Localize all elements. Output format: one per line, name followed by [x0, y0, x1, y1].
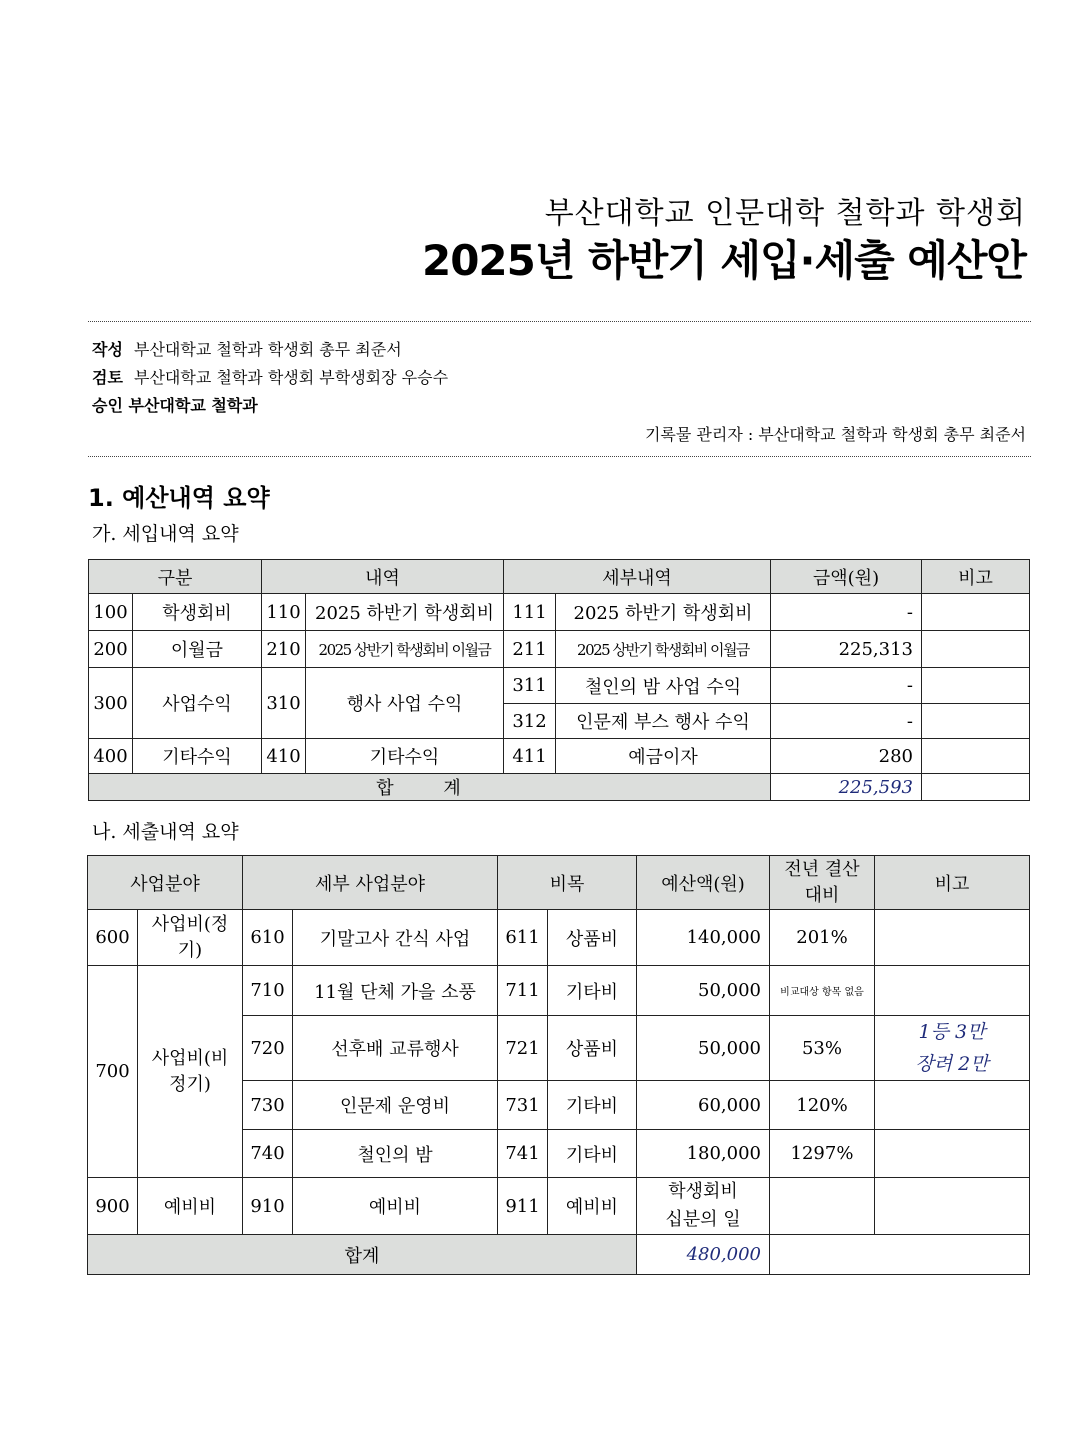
- row-sub-code: 730: [243, 1081, 293, 1130]
- expense-total-label: 합계: [88, 1235, 637, 1275]
- row-sub-code: 710: [243, 966, 293, 1016]
- row-amount: -: [771, 668, 922, 704]
- row-detail-code: 311: [504, 668, 556, 704]
- row-note: [875, 1130, 1030, 1178]
- row-ratio: 201%: [770, 910, 875, 966]
- income-total-amount: 225,593: [771, 774, 922, 801]
- row-item: 기타비: [548, 1130, 637, 1178]
- income-total-label: 합 계: [89, 774, 771, 801]
- row-note: [922, 704, 1030, 739]
- row-category: 사업수익: [133, 668, 262, 739]
- income-header-category: 구분: [89, 560, 262, 594]
- row-category: 기타수익: [133, 739, 262, 774]
- row-item: 2025 상반기 학생회비 이월금: [306, 631, 504, 668]
- review-label: 검토: [92, 368, 123, 387]
- income-header-row: [89, 560, 1030, 594]
- row-item-code: 410: [262, 739, 306, 774]
- row-item-code: 611: [498, 910, 548, 966]
- table-row: [88, 966, 1030, 1016]
- table-row: [89, 668, 1030, 704]
- row-code: 100: [89, 594, 133, 631]
- row-item-code: 210: [262, 631, 306, 668]
- income-header-item: 내역: [262, 560, 504, 594]
- row-field: 사업비(비정기): [138, 966, 243, 1178]
- row-code: 700: [88, 966, 138, 1178]
- table-row: [88, 910, 1030, 966]
- row-code: 900: [88, 1178, 138, 1235]
- row-note: [875, 1178, 1030, 1235]
- row-note: [875, 966, 1030, 1016]
- row-code: 300: [89, 668, 133, 739]
- expense-total-note: [770, 1235, 1030, 1275]
- meta-reviewer: [92, 365, 448, 388]
- row-item-code: 110: [262, 594, 306, 631]
- row-detail-code: 111: [504, 594, 556, 631]
- section-title: 1. 예산내역 요약: [88, 484, 270, 512]
- row-item-code: 731: [498, 1081, 548, 1130]
- row-amount: -: [771, 594, 922, 631]
- row-item-code: 310: [262, 668, 306, 739]
- income-subtitle: 가. 세입내역 요약: [92, 523, 239, 545]
- author-label: 작성: [92, 340, 123, 359]
- row-ratio: 120%: [770, 1081, 875, 1130]
- row-amount: 225,313: [771, 631, 922, 668]
- document-title: 2025년 하반기 세입·세출 예산안: [421, 236, 1026, 285]
- row-sub-code: 910: [243, 1178, 293, 1235]
- approve-label: 승인: [92, 396, 123, 415]
- row-detail: 2025 하반기 학생회비: [556, 594, 771, 631]
- row-code: 600: [88, 910, 138, 966]
- income-table: [88, 559, 1030, 801]
- table-row: [89, 594, 1030, 631]
- row-item-code: 711: [498, 966, 548, 1016]
- expense-header-item: 비목: [498, 856, 637, 910]
- expense-header-row: [88, 856, 1030, 910]
- approver-value: 부산대학교 철학과: [128, 396, 258, 415]
- expense-header-note: 비고: [875, 856, 1030, 910]
- row-item: 기타비: [548, 1081, 637, 1130]
- meta-author: [92, 337, 402, 360]
- expense-total-amount: 480,000: [637, 1235, 770, 1275]
- amount-line-2: 십분의 일: [665, 1209, 741, 1230]
- row-item-code: 911: [498, 1178, 548, 1235]
- row-note: [922, 668, 1030, 704]
- row-sub-code: 610: [243, 910, 293, 966]
- divider-top: [88, 321, 1031, 322]
- table-row: [88, 1178, 1030, 1235]
- row-sub: 11월 단체 가을 소풍: [293, 966, 498, 1016]
- author-value: 부산대학교 철학과 학생회 총무 최준서: [134, 340, 402, 359]
- document-subtitle: 부산대학교 인문대학 철학과 학생회: [544, 196, 1026, 231]
- expense-header-ratio: 전년 결산대비: [770, 856, 875, 910]
- row-detail: 철인의 밤 사업 수익: [556, 668, 771, 704]
- expense-total-row: [88, 1235, 1030, 1275]
- income-header-note: 비고: [922, 560, 1030, 594]
- row-sub: 예비비: [293, 1178, 498, 1235]
- row-code: 200: [89, 631, 133, 668]
- table-row: [89, 739, 1030, 774]
- income-header-detail: 세부내역: [504, 560, 771, 594]
- row-item-code: 741: [498, 1130, 548, 1178]
- row-sub: 인문제 운영비: [293, 1081, 498, 1130]
- income-header-amount: 금액(원): [771, 560, 922, 594]
- row-sub: 철인의 밤: [293, 1130, 498, 1178]
- row-amount: 50,000: [637, 966, 770, 1016]
- expense-header-amount: 예산액(원): [637, 856, 770, 910]
- row-note: [922, 631, 1030, 668]
- row-category: 학생회비: [133, 594, 262, 631]
- expense-header-field: 사업분야: [88, 856, 243, 910]
- row-sub-code: 740: [243, 1130, 293, 1178]
- row-note: [922, 739, 1030, 774]
- row-detail-code: 211: [504, 631, 556, 668]
- row-sub: 선후배 교류행사: [293, 1016, 498, 1081]
- expense-header-subfield: 세부 사업분야: [243, 856, 498, 910]
- row-ratio: 53%: [770, 1016, 875, 1081]
- row-amount: 280: [771, 739, 922, 774]
- income-total-note: [922, 774, 1030, 801]
- row-amount: 140,000: [637, 910, 770, 966]
- row-field: 사업비(정기): [138, 910, 243, 966]
- amount-line-1: 학생회비: [668, 1181, 738, 1202]
- expense-subtitle: 나. 세출내역 요약: [92, 821, 239, 843]
- row-note: [875, 1081, 1030, 1130]
- row-ratio: 1297%: [770, 1130, 875, 1178]
- row-amount: -: [771, 704, 922, 739]
- divider-bottom: [88, 456, 1031, 457]
- note-line-2: 장려 2만: [915, 1053, 989, 1075]
- table-row: [89, 631, 1030, 668]
- row-code: 400: [89, 739, 133, 774]
- note-line-1: 1등 3만: [918, 1021, 986, 1043]
- row-item: 예비비: [548, 1178, 637, 1235]
- row-detail-code: 411: [504, 739, 556, 774]
- row-item: 상품비: [548, 1016, 637, 1081]
- record-keeper: 기록물 관리자 : 부산대학교 철학과 학생회 총무 최준서: [644, 425, 1026, 444]
- row-item: 행사 사업 수익: [306, 668, 504, 739]
- row-amount: [637, 1178, 770, 1235]
- row-detail: 인문제 부스 행사 수익: [556, 704, 771, 739]
- row-detail-code: 312: [504, 704, 556, 739]
- row-item: 상품비: [548, 910, 637, 966]
- row-ratio: 비교대상 항목 없음: [770, 966, 875, 1016]
- row-item: 2025 하반기 학생회비: [306, 594, 504, 631]
- row-amount: 60,000: [637, 1081, 770, 1130]
- reviewer-value: 부산대학교 철학과 학생회 부학생회장 우승수: [134, 368, 449, 387]
- row-amount: 180,000: [637, 1130, 770, 1178]
- row-note: [875, 910, 1030, 966]
- row-detail: 예금이자: [556, 739, 771, 774]
- meta-approver: [92, 393, 258, 416]
- row-item: 기타비: [548, 966, 637, 1016]
- income-total-row: [89, 774, 1030, 801]
- row-note-handwritten: [875, 1016, 1030, 1081]
- row-amount: 50,000: [637, 1016, 770, 1081]
- row-note: [922, 594, 1030, 631]
- expense-table: [87, 855, 1030, 1275]
- row-item: 기타수익: [306, 739, 504, 774]
- row-category: 이월금: [133, 631, 262, 668]
- row-sub: 기말고사 간식 사업: [293, 910, 498, 966]
- row-ratio: [770, 1178, 875, 1235]
- row-item-code: 721: [498, 1016, 548, 1081]
- row-detail: 2025 상반기 학생회비 이월금: [556, 631, 771, 668]
- row-sub-code: 720: [243, 1016, 293, 1081]
- row-field: 예비비: [138, 1178, 243, 1235]
